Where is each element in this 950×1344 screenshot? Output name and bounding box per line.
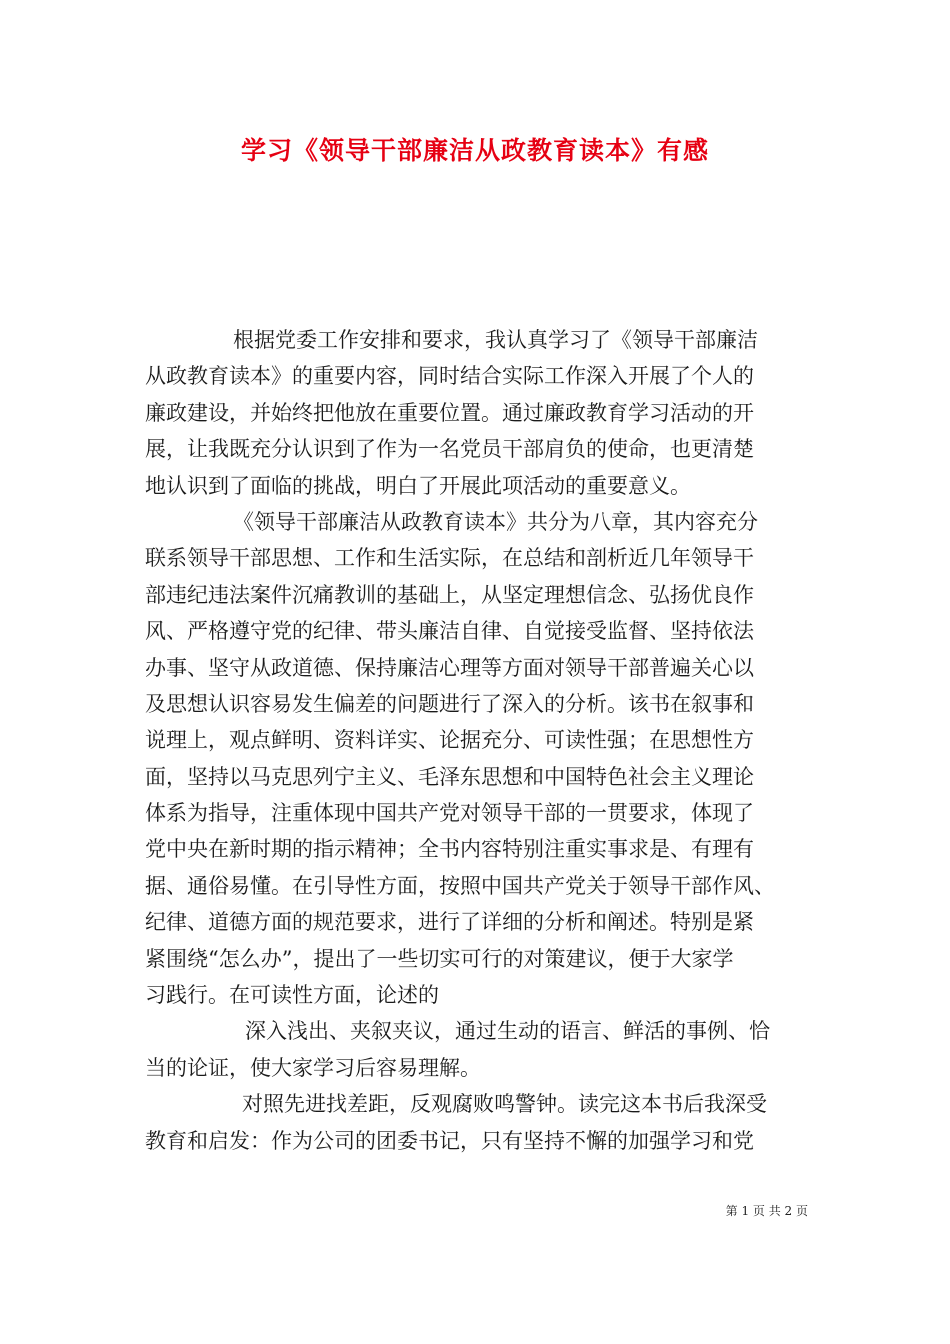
paragraph-line: 《领导干部廉洁从政教育读本》共分为八章，其内容充分 bbox=[233, 509, 758, 534]
paragraph-line: 部违纪违法案件沉痛教训的基础上，从坚定理想信念、弘扬优良作 bbox=[145, 582, 754, 607]
paragraph-line: 教育和启发：作为公司的团委书记，只有坚持不懈的加强学习和党 bbox=[145, 1128, 754, 1153]
paragraph-line: 办事、坚守从政道德、保持廉洁心理等方面对领导干部普遍关心以 bbox=[145, 655, 754, 680]
paragraph-line: 展，让我既充分认识到了作为一名党员干部肩负的使命，也更清楚 bbox=[145, 437, 754, 462]
paragraph-line: 深入浅出、夹叙夹议，通过生动的语言、鲜活的事例、恰 bbox=[245, 1019, 770, 1044]
document-title: 学习《领导干部廉洁从政教育读本》有感 bbox=[240, 136, 709, 165]
paragraph-line: 说理上，观点鲜明、资料详实、论据充分、可读性强；在思想性方 bbox=[145, 728, 754, 753]
paragraph-line: 纪律、道德方面的规范要求，进行了详细的分析和阐述。特别是紧 bbox=[145, 910, 754, 935]
paragraph-line: 根据党委工作安排和要求，我认真学习了《领导干部廉洁 bbox=[233, 328, 758, 352]
page-number-footer: 第 1 页 共 2 页 bbox=[725, 1204, 808, 1218]
paragraph-line: 党中央在新时期的指示精神；全书内容特别注重实事求是、有理有 bbox=[145, 837, 754, 862]
paragraph-line: 联系领导干部思想、工作和生活实际，在总结和剖析近几年领导干 bbox=[145, 546, 754, 571]
paragraph-line: 紧围绕“怎么办”，提出了一些切实可行的对策建议，便于大家学 bbox=[145, 946, 734, 971]
paragraph-line: 习践行。在可读性方面，论述的 bbox=[145, 983, 439, 1008]
paragraph-line: 体系为指导，注重体现中国共产党对领导干部的一贯要求，体现了 bbox=[145, 801, 754, 826]
paragraph-line: 地认识到了面临的挑战，明白了开展此项活动的重要意义。 bbox=[145, 473, 691, 498]
paragraph-line: 及思想认识容易发生偏差的问题进行了深入的分析。该书在叙事和 bbox=[145, 691, 754, 716]
paragraph-line: 对照先进找差距，反观腐败鸣警钟。读完这本书后我深受 bbox=[242, 1092, 767, 1117]
document-body bbox=[145, 322, 810, 1159]
paragraph-line: 据、通俗易懂。在引导性方面，按照中国共产党关于领导干部作风、 bbox=[145, 873, 775, 898]
paragraph-line: 风、严格遵守党的纪律、带头廉洁自律、自觉接受监督、坚持依法 bbox=[145, 619, 754, 644]
paragraph-line: 廉政建设，并始终把他放在重要位置。通过廉政教育学习活动的开 bbox=[145, 400, 754, 425]
paragraph-line: 当的论证，使大家学习后容易理解。 bbox=[145, 1055, 481, 1080]
paragraph-line: 从政教育读本》的重要内容，同时结合实际工作深入开展了个人的 bbox=[145, 364, 754, 389]
paragraph-line: 面，坚持以马克思列宁主义、毛泽东思想和中国特色社会主义理论 bbox=[145, 764, 754, 789]
